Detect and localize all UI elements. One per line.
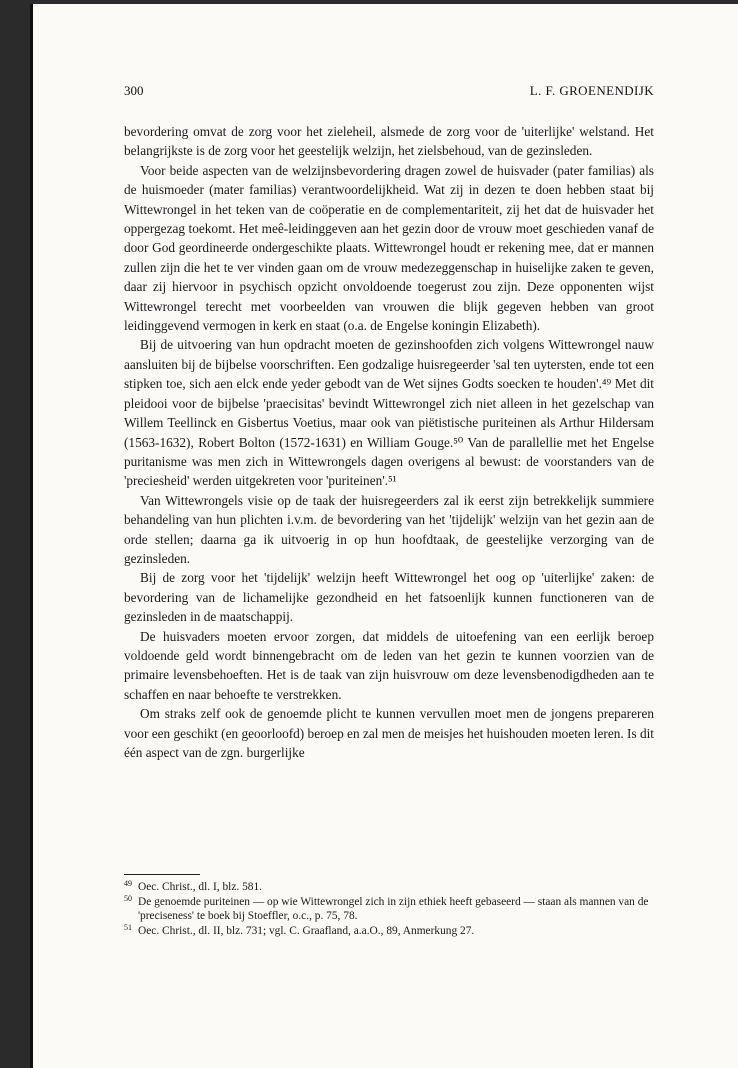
footnotes [124,880,654,938]
footnote-text: De genoemde puriteinen — op wie Wittewrongel zich in zijn ethiek heeft gebaseerd — staan als mannen van de 'preciseness' te boek bij Stoeffler, o.c., p. 75, 78. [138,895,649,923]
paragraph: Bij de uitvoering van hun opdracht moeten de gezinshoofden zich volgens Wittewrongel nauw aansluiten bij de bijbelse voorschriften. Een godzalige huisregeerder 'sal ten uytersten, ende tot een stipken toe, sich aen elck ende yeder gebodt van de Wet sijnes Godts soecken te houden'.⁴⁹ Met dit pleidooi voor de bijbelse 'praecisitas' bevindt Wittewrongel zich niet alleen in het gezelschap van Willem Teellinck en Gisbertus Voetius, maar ook van piëtistische puriteinen als Arthur Hildersam (1563-1632), Robert Bolton (1572-1631) en William Gouge.⁵⁰ Van de parallellie met het Engelse puritanisme was men zich in Wittewrongels dagen overigens al bewust: de voorstanders van de 'preciesheid' werden uitgekreten voor 'puriteinen'.⁵¹ [124,337,654,489]
footnote [124,895,654,924]
page-number: 300 [124,83,144,98]
footnote-number: 49 [124,879,132,888]
footnote-number: 50 [124,893,132,903]
page-header [124,83,654,101]
footnote [124,924,654,939]
footnote-text: Oec. Christ., dl. I, blz. 581. [138,881,263,893]
paragraph: bevordering omvat de zorg voor het zieleheil, alsmede de zorg voor de 'uiterlijke' welstand. Het belangrijkste is de zorg voor het geestelijk welzijn, het zielsbehoud, van de gezinsleden. [124,124,654,159]
footnote [124,880,654,895]
body-text [124,122,654,762]
footnote-text: Oec. Christ., dl. II, blz. 731; vgl. C. Graafland, a.a.O., 89, Anmerkung 27. [138,924,475,937]
paragraph: Voor beide aspecten van de welzijnsbevordering dragen zowel de huisvader (pater familias) als de huismoeder (mater familias) verantwoordelijkheid. Wat zij in dezen te doen hebben staat bij Wittewrongel in het teken van de coöperatie en de complementariteit, zij het dat de huisvader het oppergezag toekomt. Het meê-leidinggeven aan het gezin door de vrouw moet geschieden vanaf de door God geordineerde ondergeschikte plaats. Wittewrongel houdt er rekening mee, dat er mannen zullen zijn die het te ver vinden gaan om de vrouw medezeggenschap in huiselijke zaken te geven, daar zij hiervoor in psychisch opzicht onvoldoende toegerust zou zijn. Deze opponenten wijst Wittewrongel terecht met voorbeelden van vrouwen die blijk gegeven hebben van groot leidinggevend vermogen in kerk en staat (o.a. de Engelse koningin Elizabeth). [124,162,654,334]
paragraph: Bij de zorg voor het 'tijdelijk' welzijn heeft Wittewrongel het oog op 'uiterlijke' zaken: de bevordering van de lichamelijke gezondheid en het fatsoenlijk kunnen functioneren van de gezinsleden in de maatschappij. [124,570,654,625]
paragraph: De huisvaders moeten ervoor zorgen, dat middels de uitoefening van een eerlijk beroep voldoende geld wordt binnengebracht om de leden van het gezin te kunnen voorzien van de primaire levensbehoeften. Het is de taak van zijn huisvrouw om deze levensbenodigdheden aan te schaffen en naar behoefte te verstrekken. [124,628,654,702]
document-page [30,4,738,1068]
footnote-divider [124,874,200,875]
footnote-number: 51 [124,922,132,932]
paragraph: Van Wittewrongels visie op de taak der huisregeerders zal ik eerst zijn betrekkelijk summiere behandeling van hun plichten i.v.m. de bevordering van het 'tijdelijk' welzijn van het gezin aan de orde stellen; daarna ga ik uitvoerig in op hun hoofdtaak, de geestelijke verzorging van de gezinsleden. [124,492,654,566]
running-head: L. F. GROENENDIJK [529,83,654,98]
paragraph: Om straks zelf ook de genoemde plicht te kunnen vervullen moet men de jongens prepareren voor een geschikt (en geoorloofd) beroep en zal men de meisjes het huishouden moeten leren. Is dit één aspect van de zgn. burgerlijke [124,706,654,760]
